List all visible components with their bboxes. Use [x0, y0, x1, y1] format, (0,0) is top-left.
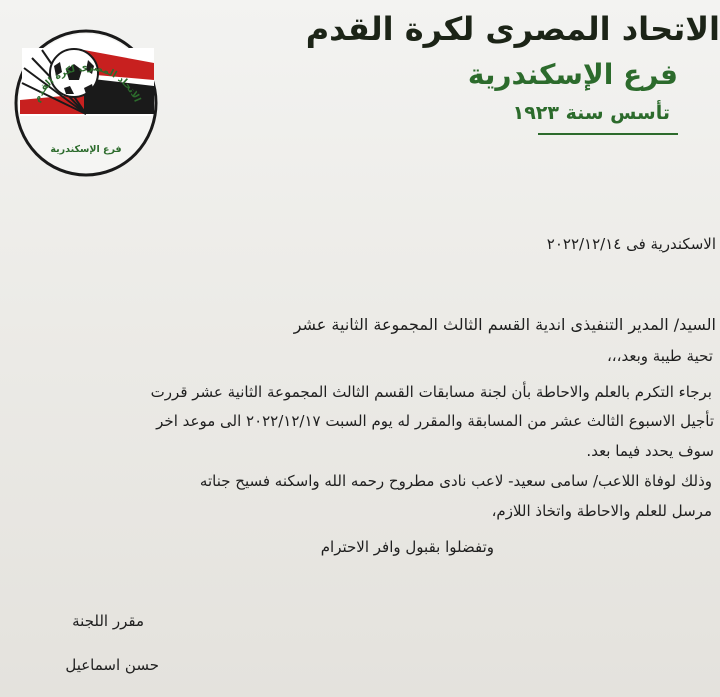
greeting: تحية طيبة وبعد،،،: [606, 347, 713, 365]
letter-date: الاسكندرية فى ٢٠٢٢/١٢/١٤: [546, 235, 716, 253]
federation-logo-icon: [14, 28, 159, 178]
body-line-4: وذلك لوفاة اللاعب/ سامى سعيد- لاعب نادى مطروح رحمه الله واسكنه فسيح جناته: [199, 472, 712, 490]
body-line-5: مرسل للعلم والاحاطة واتخاذ اللازم،: [491, 502, 712, 520]
logo-ring-text-bottom: فرع الإسكندرية: [50, 144, 122, 155]
logo-ring-text-top: الاتحاد المصرى لكرة القدم: [31, 61, 143, 104]
body-line-3: سوف يحدد فيما بعد.: [586, 442, 714, 460]
founded-year: تأسس سنة ١٩٢٣: [512, 102, 670, 124]
signature-name: حسن اسماعيل: [65, 656, 159, 674]
signature-title: مقرر اللجنة: [72, 612, 144, 630]
closing-line: وتفضلوا بقبول وافر الاحترام: [320, 538, 494, 556]
branch-name: فرع الإسكندرية: [467, 58, 678, 91]
organization-name: الاتحاد المصرى لكرة القدم: [305, 10, 720, 48]
header-underline: [538, 133, 678, 135]
addressee: السيد/ المدير التنفيذى اندية القسم الثالث المجموعة الثانية عشر: [293, 315, 716, 334]
body-line-2: تأجيل الاسبوع الثالث عشر من المسابقة والمقرر له يوم السبت ٢٠٢٢/١٢/١٧ الى موعد اخر: [156, 412, 714, 430]
body-line-1: برجاء التكرم بالعلم والاحاطة بأن لجنة مسابقات القسم الثالث المجموعة الثانية عشر قررت: [150, 383, 712, 401]
